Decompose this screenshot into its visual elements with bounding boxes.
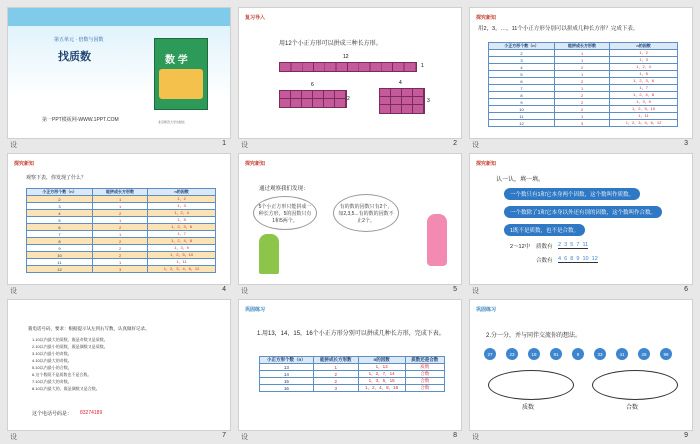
table-cell: 9 [489,99,555,106]
table-cell: 9 [27,245,93,252]
table-cell: 1，3，9 [610,99,678,106]
table-cell: 10 [27,252,93,259]
clue-line: 7.10以内最大的奇数。 [32,379,72,384]
slide-tag: 探究新知 [245,161,266,167]
slide-text: 用12个小正方形可以拼成三种长方形。 [279,41,382,47]
caption-1 [8,138,230,152]
slide-2[interactable] [239,8,461,138]
table-cell: 合数 [405,371,444,378]
table-cell: 1，2，5，10 [148,252,216,259]
table-cell: 1，7 [148,231,216,238]
table-header: n的因数 [358,357,405,364]
table-row [27,252,216,259]
table-row [489,106,678,113]
composite-values: 4 6 8 9 10 12 [558,256,598,262]
table-cell: 7 [27,231,93,238]
slide-text: 观察下表，你发现了什么？ [26,175,87,181]
table-cell: 1，2，4，8 [610,92,678,99]
clue-line: 2.10以内最小的质数，既是偶数又是质数。 [32,344,108,349]
slide-6[interactable] [470,154,692,284]
table-cell: 3 [92,266,147,273]
table-cell: 合数 [405,378,444,385]
table-cell: 2 [554,92,609,99]
table-cell: 1，2，4，8 [148,238,216,245]
table-cell: 2 [554,78,609,85]
table-cell: 11 [27,259,93,266]
label-12: 12 [343,54,349,60]
table-header: n的因数 [148,189,216,196]
caption-4 [8,284,230,298]
table-cell: 2 [313,371,358,378]
table-cell: 1，11 [148,259,216,266]
table-cell: 12 [27,266,93,273]
girl-figure [427,214,447,266]
table-cell: 1 [554,113,609,120]
slide-number: 9 [684,432,688,439]
table-row [27,203,216,210]
table-row [27,266,216,273]
definition-prime: 一个数只有1和它本身两个因数，这个数叫作质数。 [504,188,640,200]
table-header: n的因数 [610,43,678,50]
slide-dummy-label: 设 [241,288,248,295]
data-table [488,42,678,127]
slide-tag: 探究新知 [476,15,497,21]
slide-dummy-label: 设 [10,142,17,149]
table-row [489,99,678,106]
slide-tag: 复习导入 [245,15,266,21]
table-cell: 7 [489,85,555,92]
slide-text: 认一认，填一填。 [496,177,545,183]
slide-tag: 巩固练习 [476,307,497,313]
table-cell: 5 [489,71,555,78]
table-row [489,85,678,92]
publisher: 北京师范大学出版社 [158,120,186,124]
slide-number: 3 [684,140,688,147]
table-cell: 1，2，3，6 [610,78,678,85]
table-cell: 4 [27,210,93,217]
table-header: 能拼成长方形数 [554,43,609,50]
table-cell: 2 [313,378,358,385]
caption-7 [8,430,230,444]
prime-ellipse [488,370,574,400]
table-cell: 15 [260,378,314,385]
table-cell: 1，2 [148,196,216,203]
table-cell: 1，3 [610,57,678,64]
answer-label: 这个电话号码是： [32,411,73,417]
slide-1-banner [8,8,230,26]
slide-tag: 探究新知 [476,161,497,167]
clue-line: 4.10以内最大的奇数。 [32,358,72,363]
slide-5[interactable] [239,154,461,284]
slide-dummy-label: 设 [472,142,479,149]
table-header: 能拼成长方形数 [92,189,147,196]
slide-number: 8 [453,432,457,439]
table-cell: 1，5 [610,71,678,78]
slide-7[interactable] [8,300,230,430]
data-table [259,356,445,392]
slide-4[interactable] [8,154,230,284]
book-title: 数 学 [165,55,188,66]
clue-line: 6.这个数既不是质数也不是合数。 [32,372,92,377]
table-cell: 2 [554,99,609,106]
slide-dummy-label: 设 [472,434,479,441]
table-row [260,378,445,385]
table-cell: 3 [27,203,93,210]
table-cell: 1，2，7，14 [358,371,405,378]
table-cell: 3 [313,385,358,392]
table-header: 小正方形个数（n） [27,189,93,196]
table-row [489,92,678,99]
number-circle[interactable]: 99 [660,348,672,360]
composite-ellipse [592,370,678,400]
table-cell: 10 [489,106,555,113]
number-circle[interactable]: 27 [484,348,496,360]
table-cell: 14 [260,371,314,378]
table-cell: 8 [27,238,93,245]
slide-intro: 猜电话号码，要求：根据提示从左到右写数，认真做好记录。 [28,326,150,331]
rect-4x3-row2 [379,104,423,105]
table-cell: 16 [260,385,314,392]
composite-label: 合数有 [536,258,553,264]
label-4: 4 [399,80,402,86]
table-row [489,120,678,127]
book-illustration [159,69,203,99]
table-header-row [489,43,678,50]
prime-values: 2 3 5 7 11 [558,242,589,248]
table-header-row [27,189,216,196]
table-cell: 1，2，4，8，16 [358,385,405,392]
table-row [489,113,678,120]
table-cell: 1 [554,57,609,64]
table-cell: 2 [554,64,609,71]
table-row [27,245,216,252]
table-cell: 2 [92,252,147,259]
caption-6 [470,284,692,298]
table-row [489,50,678,57]
slide-1-title: 找质数 [58,51,91,63]
definition-composite: 一个数除了1和它本身以外还有别的因数，这个数叫作合数。 [504,206,662,218]
table-row [27,210,216,217]
caption-9 [470,430,692,444]
table-cell: 1，2，4 [148,210,216,217]
table-cell: 质数 [405,364,444,371]
slide-1[interactable] [8,8,230,138]
table-cell: 2 [27,196,93,203]
table-row [27,231,216,238]
table-cell: 1，2，4 [610,64,678,71]
table-cell: 2 [489,50,555,57]
table-header-row [260,357,445,364]
table-cell: 合数 [405,385,444,392]
caption-8 [239,430,461,444]
slide-dummy-label: 设 [241,434,248,441]
caption-2 [239,138,461,152]
table-cell: 1，3，9 [148,245,216,252]
clue-line: 5.10以内最小的合数。 [32,365,72,370]
slide-3[interactable] [470,8,692,138]
table-cell: 1 [92,196,147,203]
table-row [489,78,678,85]
table-cell: 6 [489,78,555,85]
slide-number: 7 [222,432,226,439]
table-cell: 2 [92,238,147,245]
table-cell: 1 [92,203,147,210]
table-cell: 1 [92,259,147,266]
number-circle[interactable]: 91 [550,348,562,360]
number-circle[interactable]: 41 [616,348,628,360]
slide-text: 2.分一分，并与同伴交流你的想法。 [486,333,582,339]
slide-text: 用2，3，…，11个小正方形分别可以拼成几种长方形？完成下表。 [478,26,639,32]
clue-line: 3.10以内最小的奇数。 [32,351,72,356]
table-row [489,64,678,71]
answer-value: 83274189 [80,410,103,416]
table-header: 小正方形个数（n） [260,357,314,364]
slide-text: 1.用13，14，15，16个小正方形分别可以拼成几种长方形，完成下表。 [257,331,445,337]
speech-bubble-right: 有的数的因数只有2个，如2,3,5...有的数的因数不止2个。 [333,194,399,232]
range-label: 2～12中 [510,244,531,250]
table-cell: 1，2，3，4，6，12 [610,120,678,127]
composite-ellipse-label: 合数 [626,405,639,411]
number-circle[interactable]: 19 [528,348,540,360]
slide-dummy-label: 设 [472,288,479,295]
book-cover [154,38,208,110]
number-circle[interactable]: 23 [506,348,518,360]
table-cell: 3 [489,57,555,64]
rect-4x3-row1 [379,96,423,97]
table-cell: 1，2，5，10 [610,106,678,113]
slide-dummy-label: 设 [10,288,17,295]
table-row [27,217,216,224]
clue-line: 1.10以内最大的质数，既是奇数又是质数。 [32,337,108,342]
table-cell: 1 [554,71,609,78]
table-header: 能拼成长方形数 [313,357,358,364]
table-cell: 2 [92,210,147,217]
clue-list [32,336,108,392]
prime-ellipse-label: 质数 [522,405,535,411]
table-cell: 1 [92,231,147,238]
slide-number: 2 [453,140,457,147]
table-cell: 6 [27,224,93,231]
table-cell: 12 [489,120,555,127]
table-cell: 1，2，3，4，6，12 [148,266,216,273]
table-row [260,371,445,378]
table-cell: 1，5 [148,217,216,224]
table-row [27,259,216,266]
table-cell: 1，2 [610,50,678,57]
table-cell: 1 [313,364,358,371]
slide-tag: 巩固练习 [245,307,266,313]
table-cell: 13 [260,364,314,371]
rect-6x2-mid [279,98,345,99]
slide-tag: 探究新知 [14,161,35,167]
clue-line: 8.10以内最大的，既是偶数又是合数。 [32,386,100,391]
label-3: 3 [427,98,430,104]
table-cell: 2 [554,106,609,113]
number-circle[interactable]: 25 [638,348,650,360]
table-row [260,364,445,371]
slide-text: 通过观察我们发现： [259,186,309,192]
speech-bubble-left: 5个小正方形只能拼成一种长方形，5的因数只有1和5两个。 [253,196,317,230]
number-circle[interactable]: 33 [594,348,606,360]
table-cell: 1，13 [358,364,405,371]
slide-8[interactable] [239,300,461,430]
table-row [489,57,678,64]
unit-text: 第五单元 · 倍数与因数 [54,37,104,43]
rect-4x3 [379,88,425,114]
caption-3 [470,138,692,152]
rect-12x1 [279,62,417,72]
table-cell: 1，2，3，6 [148,224,216,231]
table-cell: 1 [554,85,609,92]
table-cell: 1 [92,217,147,224]
slide-9[interactable] [470,300,692,430]
label-6: 6 [311,82,314,88]
table-row [27,196,216,203]
slide-number: 5 [453,286,457,293]
table-row [27,238,216,245]
table-cell: 2 [92,224,147,231]
definition-one: 1既不是质数，也不是合数。 [504,224,585,236]
data-table [26,188,216,273]
prime-label: 质数有 [536,244,553,250]
table-cell: 4 [489,64,555,71]
table-cell: 1，11 [610,113,678,120]
table-cell: 8 [489,92,555,99]
slide-number: 4 [222,286,226,293]
table-cell: 1 [554,50,609,57]
table-row [27,224,216,231]
table-header: 质数还是合数 [405,357,444,364]
slide-dummy-label: 设 [241,142,248,149]
table-row [489,71,678,78]
boy-figure [259,234,279,274]
table-header: 小正方形个数（n） [489,43,555,50]
label-2: 2 [347,96,350,102]
table-cell: 5 [27,217,93,224]
table-cell: 1，3，5，15 [358,378,405,385]
table-cell: 2 [92,245,147,252]
table-cell: 1，3 [148,203,216,210]
slide-number: 6 [684,286,688,293]
number-circle[interactable]: 9 [572,348,584,360]
slide-dummy-label: 设 [10,434,17,441]
slide-number: 1 [222,140,226,147]
table-cell: 1，7 [610,85,678,92]
site-text: 第一PPT模板网-WWW.1PPT.COM [42,117,119,123]
table-row [260,385,445,392]
table-cell: 3 [554,120,609,127]
rect-6x2 [279,90,347,108]
label-1a: 1 [421,63,424,69]
caption-5 [239,284,461,298]
table-cell: 11 [489,113,555,120]
